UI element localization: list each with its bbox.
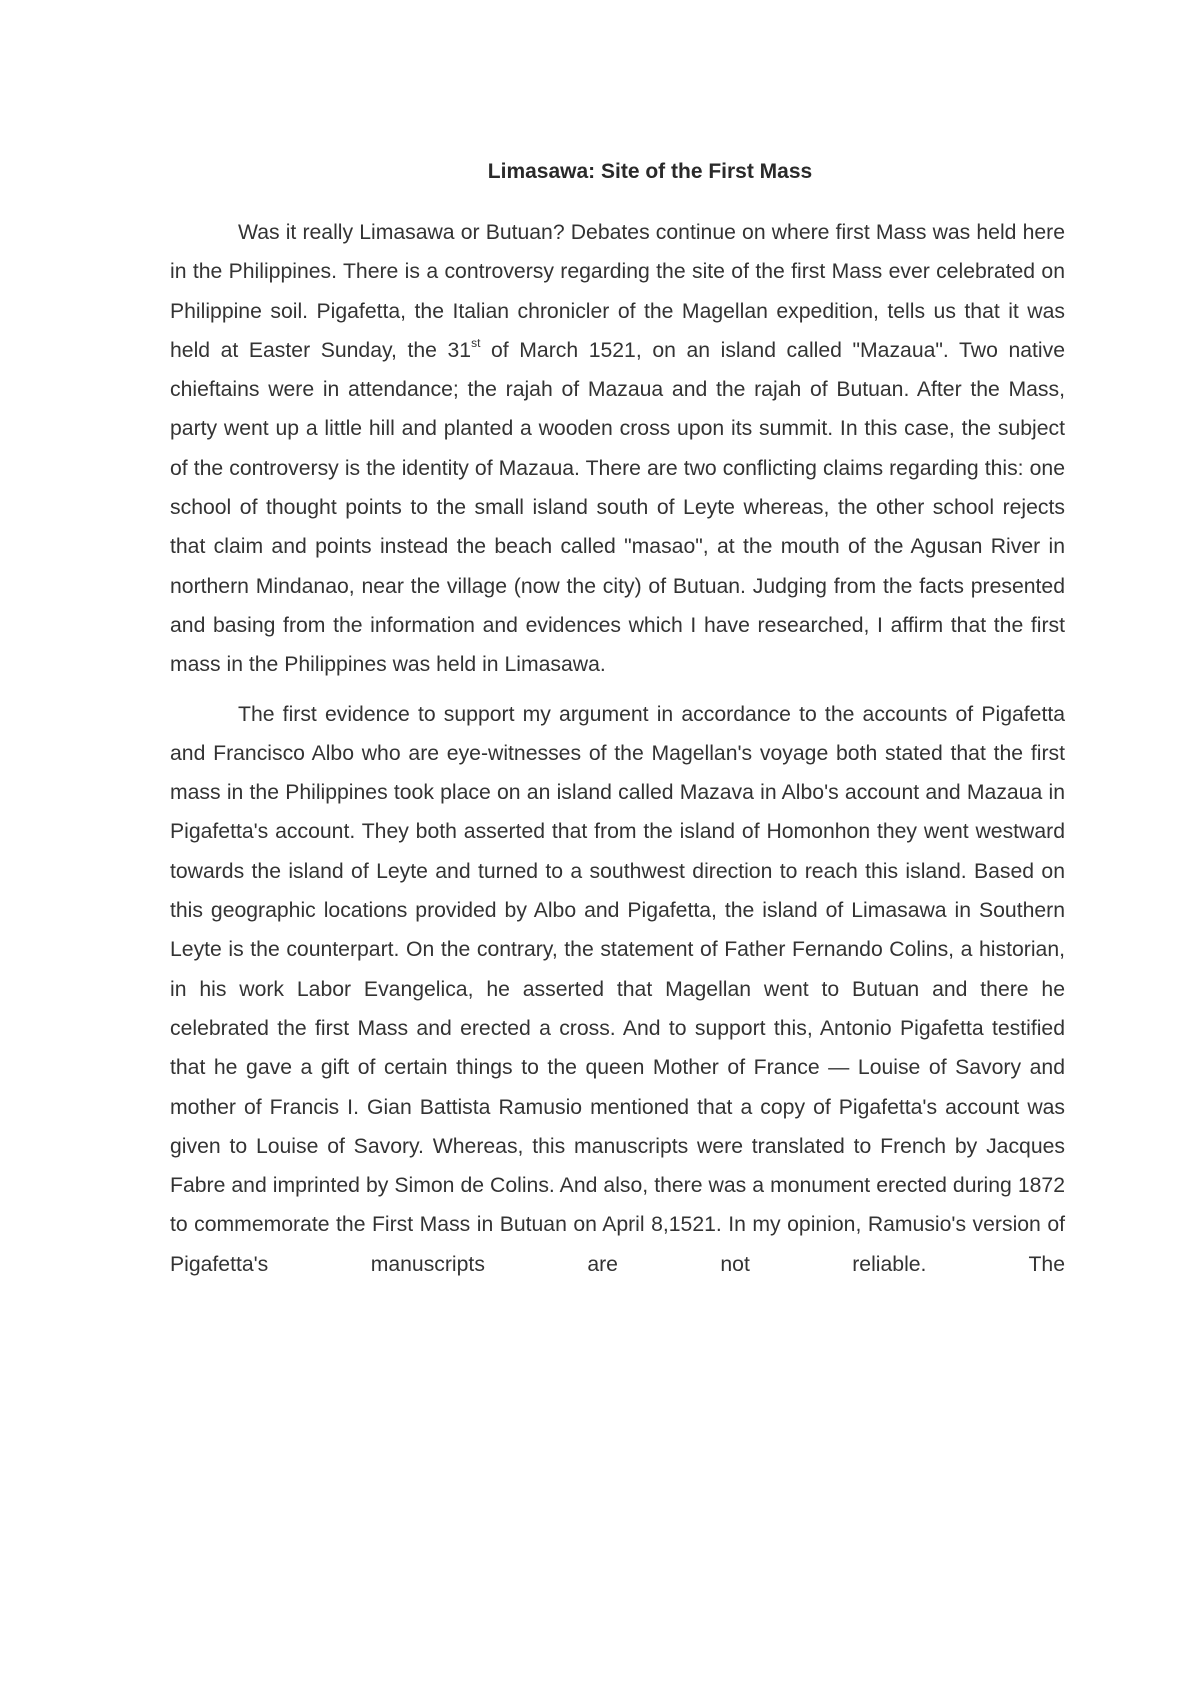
ordinal-suffix: st: [471, 335, 481, 350]
document-title: Limasawa: Site of the First Mass: [487, 160, 813, 183]
document-body: [170, 213, 1065, 1284]
paragraph-1-text-start: Was it really Limasawa or Butuan? Debates continue on where first Mass was held here in the Philippines. There is a controversy regarding the site of the first Mass ever celebrated on Philippine soil. Pigafetta, the Italian chronicler of the Magellan expedition, tells us that it was held at Easter Sunday, the 31: [170, 221, 1065, 362]
paragraph-1: [170, 213, 1065, 685]
paragraph-2: The first evidence to support my argument in accordance to the accounts of Pigafetta and Francisco Albo who are eye-witnesses of the Magellan's voyage both stated that the first mass in the Philippines took place on an island called Mazava in Albo's account and Mazaua in Pigafetta's account. They both asserted that from the island of Homonhon they went westward towards the island of Leyte and turned to a southwest direction to reach this island. Based on this geographic locations provided by Albo and Pigafetta, the island of Limasawa in Southern Leyte is the counterpart. On the contrary, the statement of Father Fernando Colins, a historian, in his work Labor Evangelica, he asserted that Magellan went to Butuan and there he celebrated the first Mass and erected a cross. And to support this, Antonio Pigafetta testified that he gave a gift of certain things to the queen Mother of France — Louise of Savory and mother of Francis I. Gian Battista Ramusio mentioned that a copy of Pigafetta's account was given to Louise of Savory. Whereas, this manuscripts were translated to French by Jacques Fabre and imprinted by Simon de Colins. And also, there was a monument erected during 1872 to commemorate the First Mass in Butuan on April 8,1521. In my opinion, Ramusio's version of Pigafetta's manuscripts are not reliable. The: [170, 702, 1065, 1276]
paragraph-1-text-end: of March 1521, on an island called "Mazaua". Two native chieftains were in attendance; the rajah of Mazaua and the rajah of Butuan. After the Mass, party went up a little hill and planted a wooden cross upon its summit. In this case, the subject of the controversy is the identity of Mazaua. There are two conflicting claims regarding this: one school of thought points to the small island south of Leyte whereas, the other school rejects that claim and points instead the beach called "masao", at the mouth of the Agusan River in northern Mindanao, near the village (now the city) of Butuan. Judging from the facts presented and basing from the information and evidences which I have researched, I affirm that the first mass in the Philippines was held in Limasawa.: [170, 338, 1065, 677]
